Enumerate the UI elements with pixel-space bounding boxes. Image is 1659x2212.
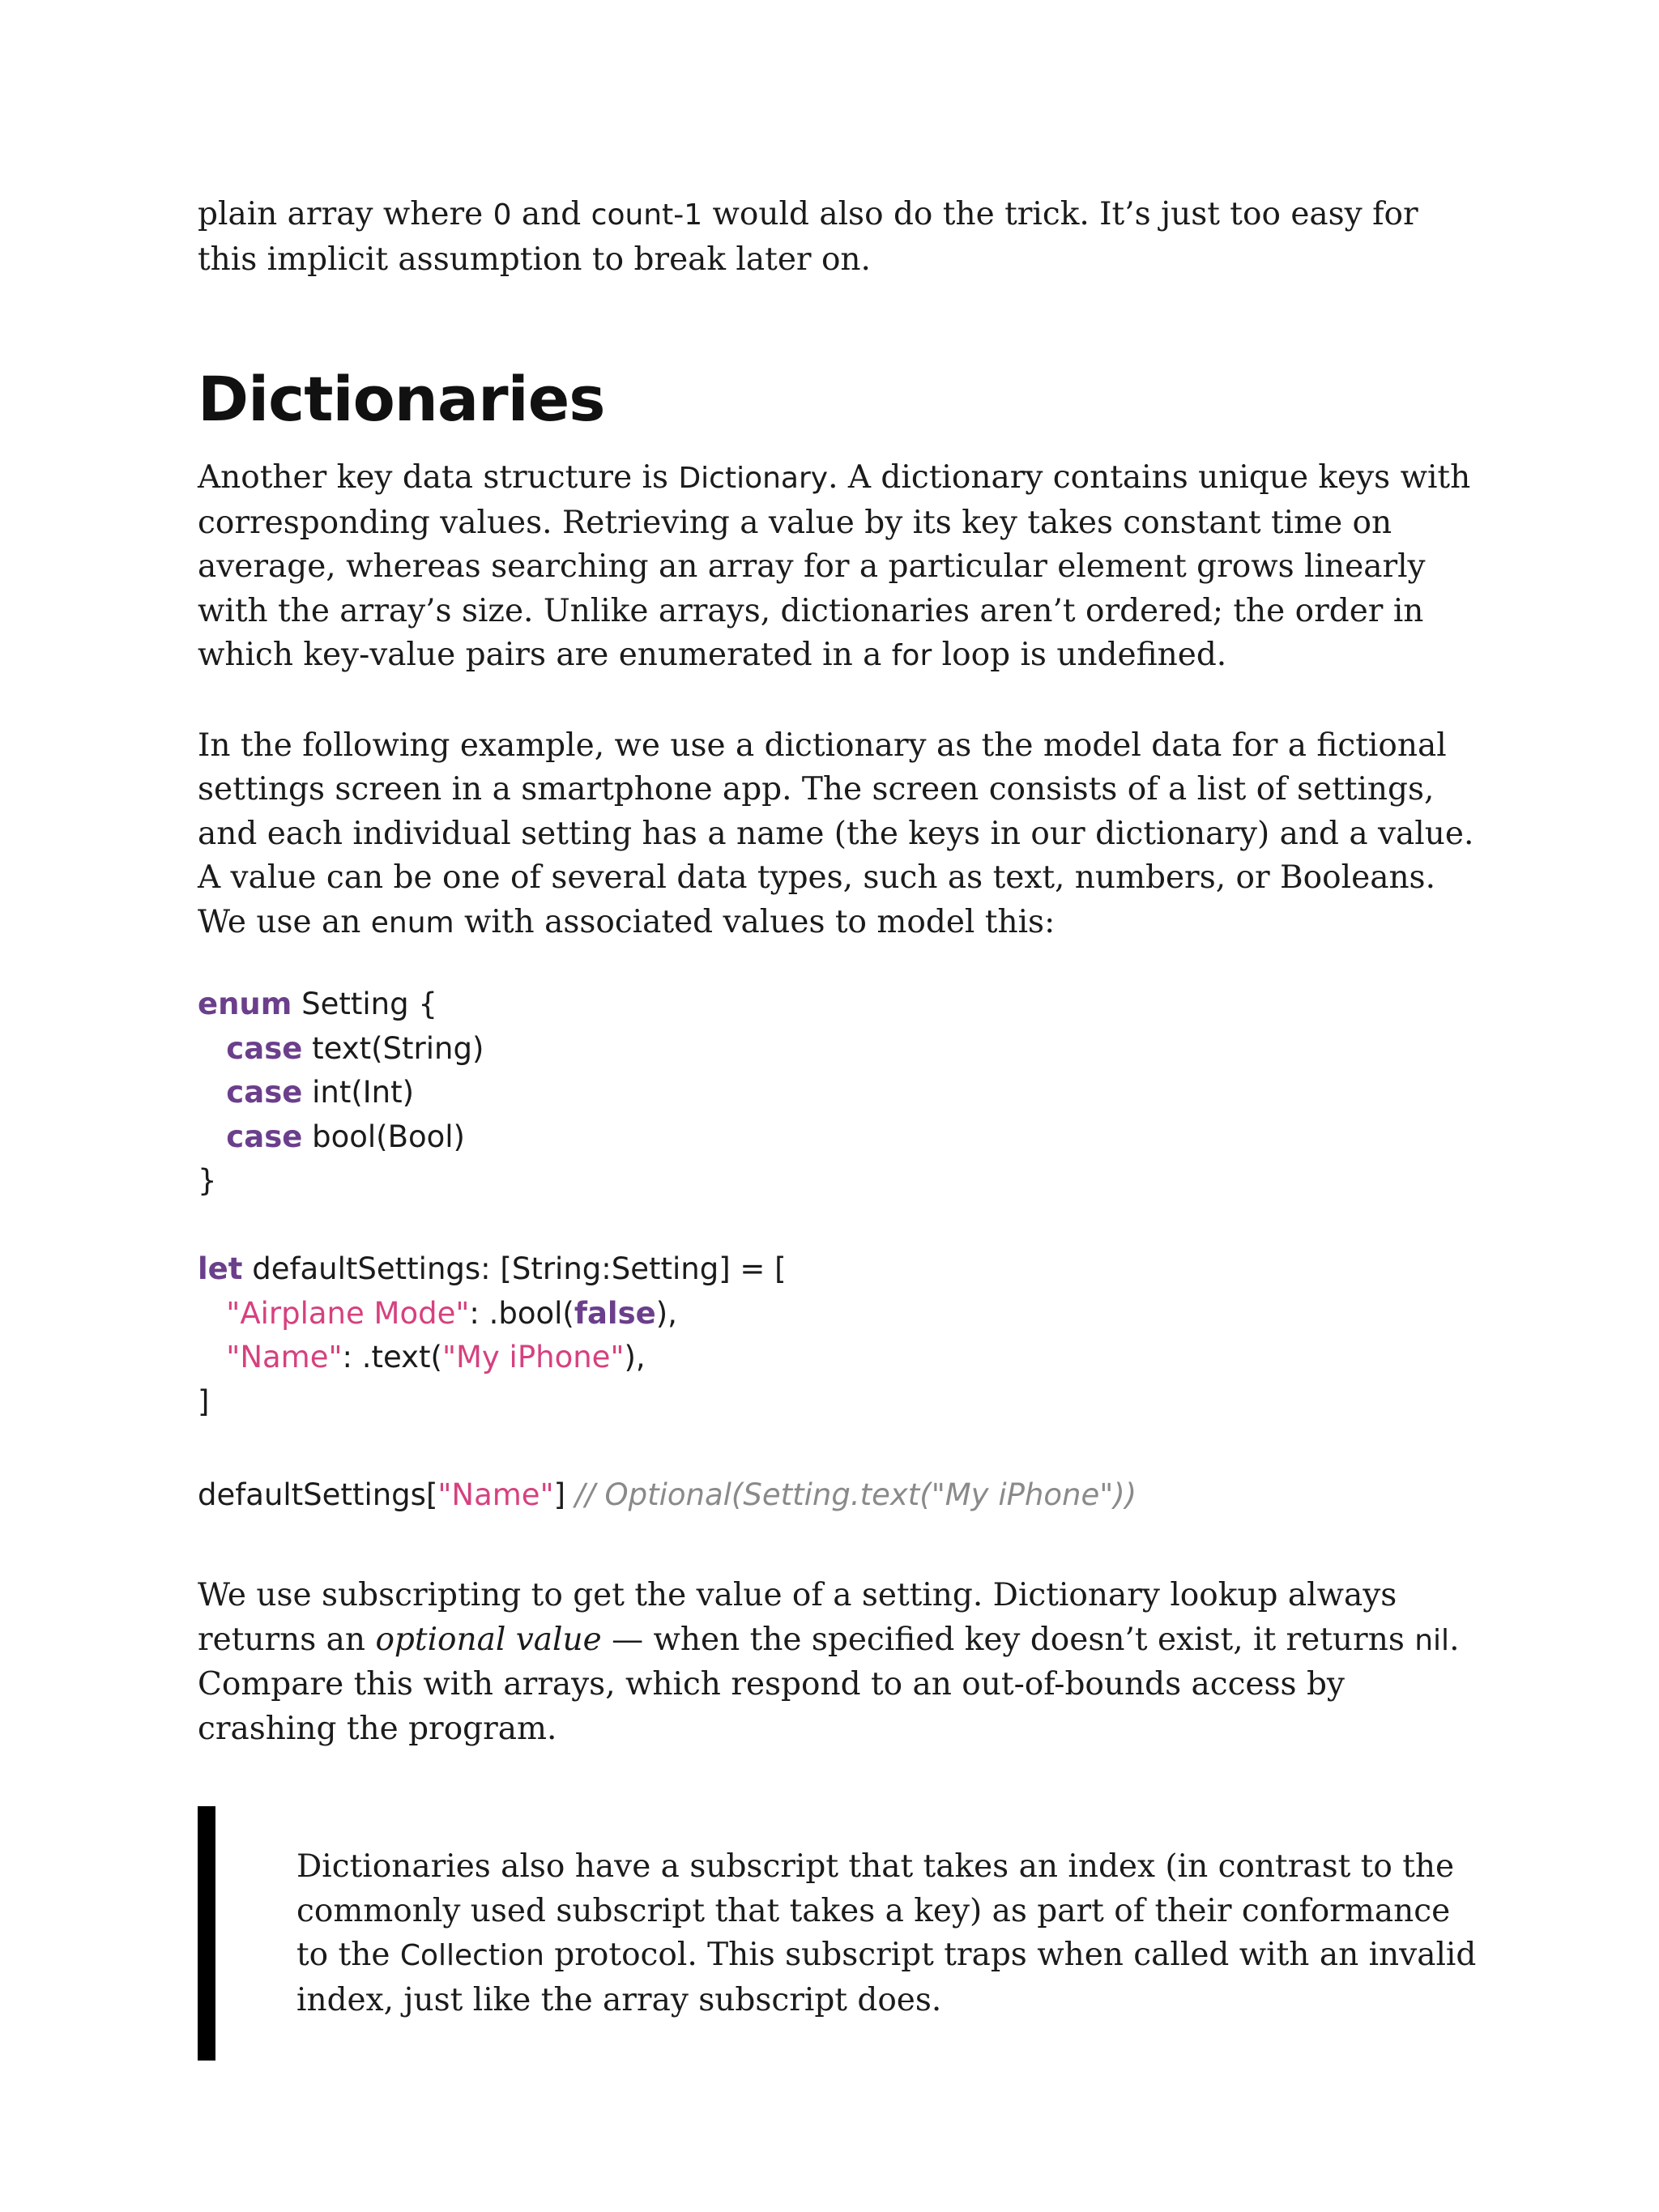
- code-text: ),: [624, 1340, 646, 1375]
- code-line: [198, 1336, 1478, 1380]
- para3-text-3: . Compare this with arrays, which respond to an out-of-bounds access by crashing the program.: [198, 1621, 1460, 1747]
- code-comment: // Optional(Setting.text("My iPhone")): [574, 1477, 1137, 1512]
- code-line-blank: [198, 1424, 1478, 1468]
- dictionary-intro-paragraph: [198, 456, 1478, 679]
- code-string: "Name": [437, 1477, 554, 1512]
- code-text: : .text(: [342, 1340, 442, 1375]
- code-line: [198, 1159, 1478, 1204]
- code-line: [198, 1071, 1478, 1115]
- code-line: [198, 1027, 1478, 1072]
- intro-code-zero: 0: [493, 198, 512, 232]
- para1-code-for: for: [891, 639, 932, 672]
- code-keyword: false: [574, 1295, 656, 1331]
- code-keyword: case: [226, 1030, 303, 1066]
- code-line: [198, 982, 1478, 1027]
- code-text: defaultSettings: [String:Setting] = [: [242, 1251, 787, 1286]
- note-text: [296, 1806, 1478, 2022]
- code-line: [198, 1380, 1478, 1425]
- code-string: "Name": [226, 1340, 343, 1375]
- para2-text-1: In the following example, we use a dictionary as the model data for a fictional settings screen in a smartphone app. The screen consists of a list of settings, and each individual setting has a name (the keys in our dictionary) and a value. A value can be one of several data types, such as text, numbers, or Booleans. We use an: [198, 727, 1474, 940]
- intro-text-3: would also do the trick. It’s just too easy for this implicit assumption to break later on.: [198, 196, 1418, 278]
- intro-paragraph: [198, 193, 1478, 282]
- code-line: [198, 1115, 1478, 1160]
- section-heading: Dictionaries: [198, 363, 605, 435]
- page-content: [198, 193, 1478, 2022]
- code-keyword: case: [226, 1119, 303, 1154]
- intro-text-1: plain array where: [198, 196, 493, 232]
- code-line-blank: [198, 1204, 1478, 1248]
- para1-text-1: Another key data structure is: [198, 459, 679, 496]
- para3-emphasis: optional value: [375, 1621, 602, 1658]
- para3-text-1: We use subscripting to get the value of a setting. Dictionary lookup always returns an: [198, 1577, 1397, 1658]
- subscript-paragraph: [198, 1574, 1478, 1751]
- para2-code-enum: enum: [370, 906, 454, 940]
- code-text: ]: [553, 1477, 575, 1512]
- note-callout: [198, 1806, 1478, 2022]
- code-text: ]: [198, 1383, 210, 1419]
- code-text: ),: [655, 1295, 677, 1331]
- settings-example-paragraph: [198, 724, 1478, 946]
- code-text: bool(Bool): [302, 1119, 465, 1154]
- code-keyword: enum: [198, 987, 292, 1021]
- code-text: Setting {: [292, 987, 437, 1021]
- code-keyword: case: [226, 1075, 303, 1110]
- intro-code-count: count-1: [591, 198, 703, 232]
- note-bar: [198, 1806, 215, 2061]
- code-text: int(Int): [302, 1075, 415, 1110]
- note-text-1: Dictionaries also have a subscript that takes an index (in contrast to the commonly used subscript that takes a key) as part of their conformance to the: [296, 1848, 1455, 1973]
- para3-code-nil: nil: [1414, 1623, 1450, 1657]
- code-text: text(String): [302, 1030, 484, 1066]
- para1-code-dictionary: Dictionary: [678, 462, 829, 495]
- code-line: [198, 1292, 1478, 1336]
- code-text: : .bool(: [469, 1295, 574, 1331]
- code-line: [198, 1473, 1478, 1518]
- code-string: "Airplane Mode": [226, 1295, 470, 1331]
- para2-text-2: with associated values to model this:: [454, 903, 1056, 940]
- note-code-collection: Collection: [399, 1939, 544, 1972]
- code-keyword: let: [198, 1251, 243, 1286]
- code-block: [198, 982, 1478, 1517]
- para3-text-2: — when the specified key doesn’t exist, it returns: [601, 1621, 1415, 1658]
- code-text: defaultSettings[: [198, 1477, 438, 1512]
- para1-text-3: loop is undefined.: [932, 637, 1227, 673]
- code-text: }: [198, 1163, 217, 1198]
- code-string: "My iPhone": [441, 1340, 625, 1375]
- code-line: [198, 1247, 1478, 1292]
- para1-text-2: . A dictionary contains unique keys with corresponding values. Retrieving a value by its key takes constant time on average, whereas searching an array for a particular element grows linearly with the array’s size. Unlike arrays, dictionaries aren’t ordered; the order in which key-value pairs are enumerated in a: [198, 459, 1471, 673]
- intro-text-2: and: [511, 196, 591, 232]
- note-text-2: protocol. This subscript traps when called with an invalid index, just like the array subscript does.: [296, 1937, 1477, 2018]
